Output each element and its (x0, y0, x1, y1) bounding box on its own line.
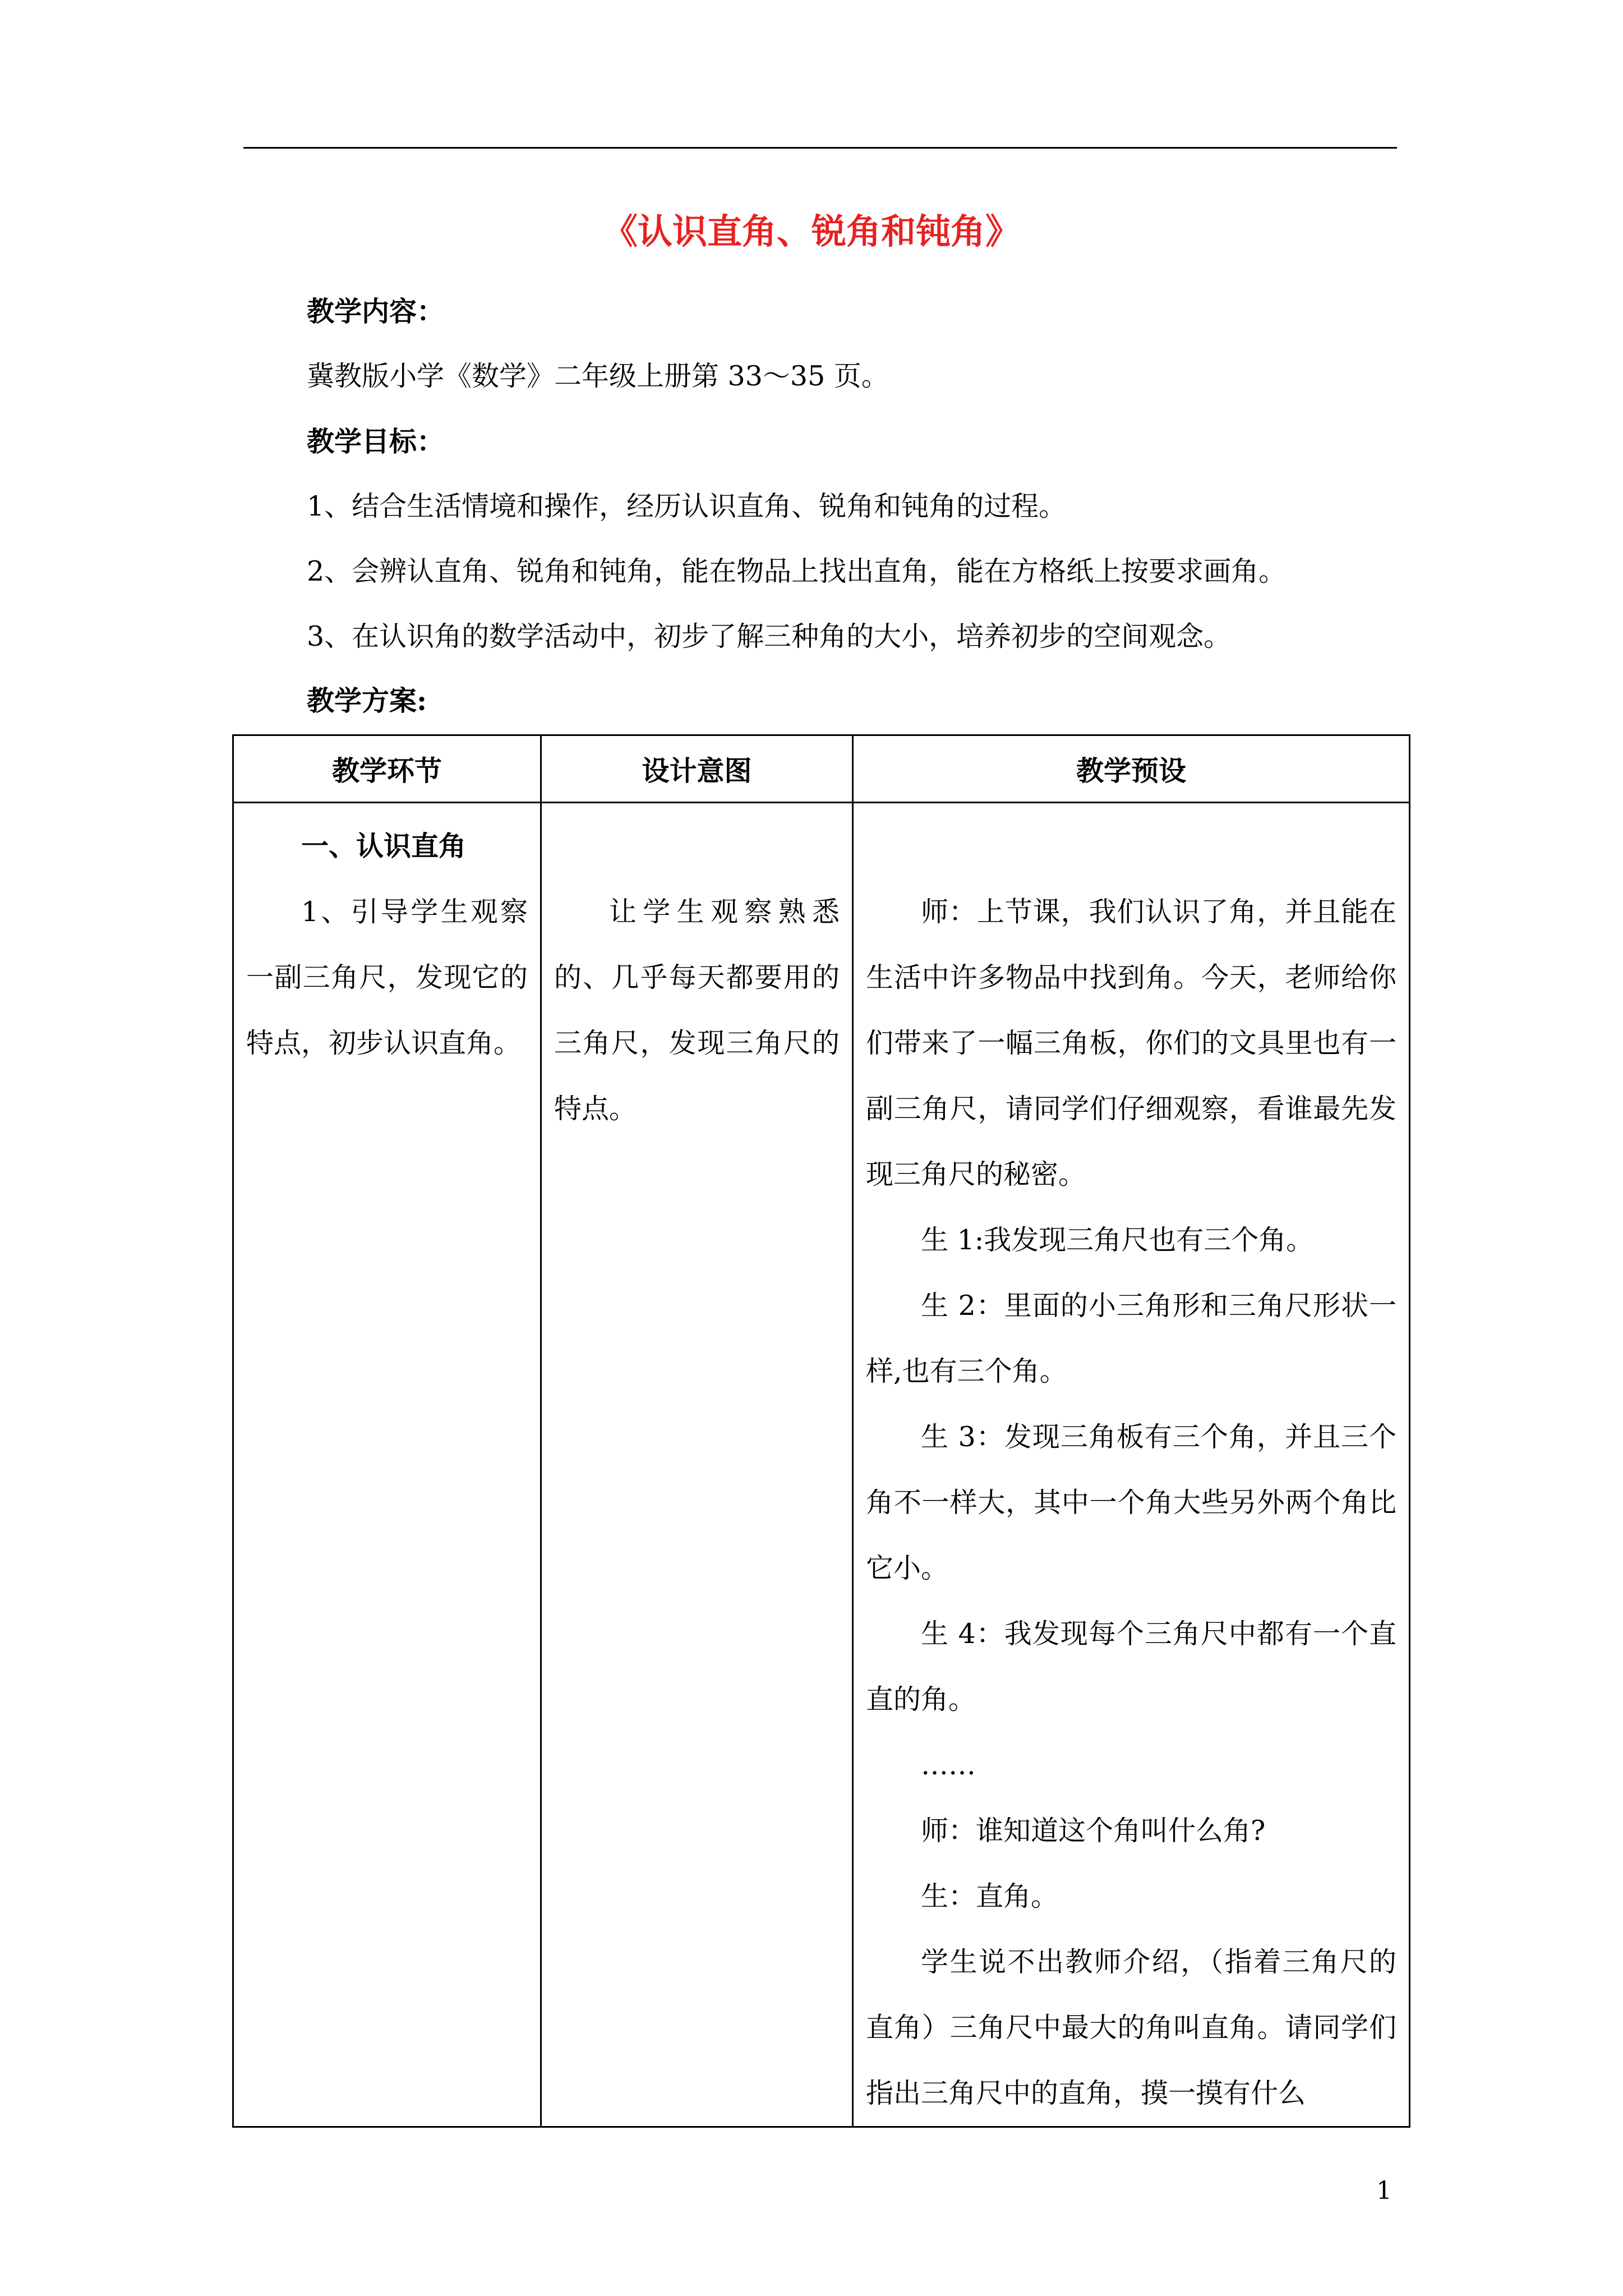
preset-paragraph-5: 生 4：我发现每个三角尺中都有一个直直的角。 (866, 1618, 1396, 1715)
preset-cell (853, 803, 1410, 2127)
preset-paragraph-7: 生：直角。 (921, 1880, 1059, 1912)
document-title: 《认识直角、锐角和钝角》 (602, 211, 1020, 252)
table-row (233, 803, 1410, 2127)
preset-paragraph-1: 师：上节课，我们认识了角，并且能在生活中许多物品中找到角。今天，老师给你们带来了一幅三角板，你们的文具里也有一副三角尺，请同学们仔细观察，看谁最先发现三角尺的秘密。 (866, 896, 1396, 1190)
stage-step-text: 1、引导学生观察一副三角尺，发现它的特点，初步认识直角。 (246, 896, 528, 1059)
preset-paragraph-4: 生 3：发现三角板有三个角，并且三个角不一样大，其中一个角大些另外两个角比它小。 (866, 1421, 1396, 1584)
column-header-intent: 设计意图 (541, 735, 853, 803)
preset-paragraph-6: 师：谁知道这个角叫什么角? (921, 1815, 1266, 1847)
teaching-plan-heading: 教学方案: (307, 684, 427, 717)
page-number: 1 (1376, 2177, 1392, 2205)
preset-paragraph-ellipsis: …… (921, 1749, 976, 1781)
table-header-row (233, 735, 1410, 803)
intent-text: 让学生观察熟悉的、几乎每天都要用的三角尺，发现三角尺的特点。 (554, 896, 840, 1125)
teaching-content-text: 冀教版小学《数学》二年级上册第 33～35 页。 (307, 360, 889, 392)
teaching-goals-heading: 教学目标： (307, 425, 445, 458)
stage-cell (233, 803, 541, 2127)
goal-item-3: 3、在认识角的数学活动中，初步了解三种角的大小，培养初步的空间观念。 (307, 620, 1232, 652)
header-rule (243, 147, 1397, 149)
column-header-stage: 教学环节 (233, 735, 541, 803)
intent-cell (541, 803, 853, 2127)
preset-paragraph-3: 生 2：里面的小三角形和三角尺形状一样,也有三个角。 (866, 1290, 1396, 1387)
preset-paragraph-2: 生 1:我发现三角尺也有三个角。 (921, 1224, 1314, 1256)
preset-paragraph-8: 学生说不出教师介绍，（指着三角尺的直角）三角尺中最大的角叫直角。请同学们指出三角尺中的直角，摸一摸有什么 (866, 1946, 1396, 2109)
teaching-plan-table (232, 734, 1410, 2128)
column-header-preset: 教学预设 (853, 735, 1410, 803)
section-title: 一、认识直角 (301, 830, 467, 862)
goal-item-2: 2、会辨认直角、锐角和钝角，能在物品上找出直角，能在方格纸上按要求画角。 (307, 555, 1287, 587)
goal-item-1: 1、结合生活情境和操作，经历认识直角、锐角和钝角的过程。 (307, 490, 1067, 522)
teaching-content-heading: 教学内容： (307, 295, 445, 328)
